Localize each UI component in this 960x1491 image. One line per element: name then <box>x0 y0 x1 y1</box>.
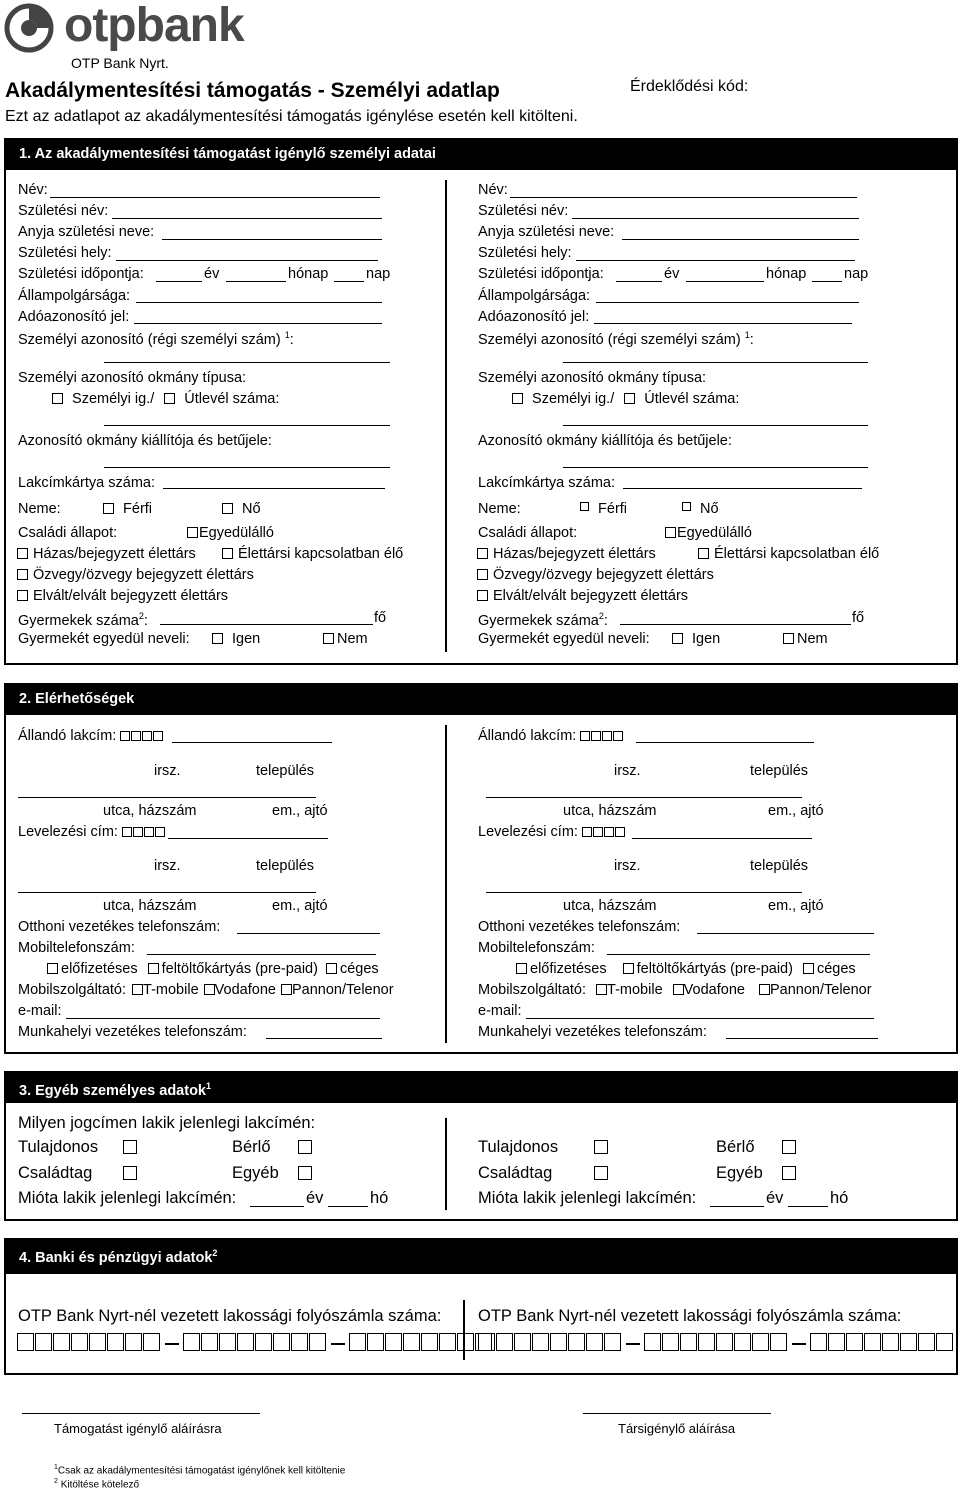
personal-id-label: Személyi azonosító (régi személyi szám) $^1$: <box>18 330 294 348</box>
column-divider <box>445 180 447 652</box>
company-plan-checkbox[interactable] <box>326 963 337 974</box>
section-3-footnote-ref: 1 <box>206 1081 212 1091</box>
issuer-field[interactable] <box>104 467 390 468</box>
year-label: év <box>664 266 680 282</box>
subscription-checkbox[interactable] <box>47 963 58 974</box>
married-checkbox[interactable] <box>477 548 488 559</box>
pannon-checkbox[interactable] <box>281 984 292 995</box>
permanent-address-label: Állandó lakcím: <box>18 727 164 745</box>
footnote-1: $^1$Csak az akadálymentesítési támogatást igénylőnek kell kitöltenie <box>54 1464 346 1477</box>
street-label: utca, házszám <box>103 803 197 819</box>
vodafone-checkbox[interactable] <box>673 984 684 995</box>
section-1-header <box>6 140 956 170</box>
document-number-field[interactable] <box>563 425 868 426</box>
family-label: Családtag <box>478 1164 553 1182</box>
tenure-question: Milyen jogcímen lakik jelenlegi lakcímén: <box>18 1114 316 1132</box>
divorced-checkbox[interactable] <box>17 590 28 601</box>
street-label: utca, házszám <box>563 898 657 914</box>
birth-place-field[interactable] <box>576 260 855 261</box>
female-checkbox[interactable] <box>682 502 691 511</box>
widow-option[interactable]: Özvegy/özvegy bejegyzett élettárs <box>17 566 254 584</box>
tax-id-label: Adóazonosító jel: <box>18 309 130 325</box>
male-checkbox[interactable] <box>103 503 114 514</box>
married-checkbox[interactable] <box>17 548 28 559</box>
mailing-address-label: Levelezési cím: <box>18 823 166 841</box>
city-label: település <box>256 763 315 779</box>
tax-id-label: Adóazonosító jel: <box>478 309 590 325</box>
account-label: OTP Bank Nyrt-nél vezetett lakossági folyószámla száma: <box>18 1307 442 1325</box>
yes-checkbox[interactable] <box>672 633 683 644</box>
since-month-label: hó <box>830 1189 849 1207</box>
mother-name-label: Anyja születési neve: <box>18 224 155 240</box>
owner-checkbox[interactable] <box>123 1140 137 1154</box>
birth-name-field[interactable] <box>112 218 382 219</box>
issuer-label: Azonosító okmány kiállítója és betűjele: <box>478 433 732 449</box>
since-label: Mióta lakik jelenlegi lakcímén: <box>18 1189 237 1207</box>
owner-label: Tulajdonos <box>18 1138 99 1156</box>
address-card-label: Lakcímkártya száma: <box>478 475 615 491</box>
company-name: OTP Bank Nyrt. <box>71 55 169 71</box>
tmobile-checkbox[interactable] <box>596 984 607 995</box>
name-label: Név: <box>478 182 508 198</box>
birth-month-field[interactable] <box>686 281 764 282</box>
female-checkbox[interactable] <box>222 503 233 514</box>
day-label: nap <box>366 266 391 282</box>
mobile-field[interactable] <box>147 954 376 955</box>
interest-code-label: Érdeklődési kód: <box>630 78 749 95</box>
since-month-field[interactable] <box>788 1206 828 1207</box>
name-field[interactable] <box>50 197 380 198</box>
since-year-field[interactable] <box>710 1206 764 1207</box>
single-parent-label: Gyermekét egyedül neveli: <box>478 631 650 647</box>
applicant-signature-line[interactable] <box>22 1413 260 1414</box>
children-label: Gyermekek száma$^2$: <box>18 611 148 629</box>
birth-year-field[interactable] <box>156 281 202 282</box>
address-card-label: Lakcímkártya száma: <box>18 475 155 491</box>
column-divider <box>445 1118 447 1210</box>
mailing-address-field[interactable] <box>168 838 328 839</box>
document-number-field[interactable] <box>104 425 390 426</box>
street-field[interactable] <box>486 892 802 893</box>
footnote-2: $^2$ Kitöltése kötelező <box>54 1478 140 1491</box>
brand-wordmark: otpbank <box>64 0 244 52</box>
section-3-title: 3. Egyéb személyes adatok <box>19 1082 206 1099</box>
marital-label: Családi állapot: <box>478 525 578 541</box>
address-card-field[interactable] <box>163 488 385 489</box>
mobile-label: Mobiltelefonszám: <box>478 940 595 956</box>
zip-label: irsz. <box>154 763 181 779</box>
co-applicant-signature-line[interactable] <box>583 1413 771 1414</box>
tenant-checkbox[interactable] <box>298 1140 312 1154</box>
month-label: hónap <box>766 266 807 282</box>
tenant-label: Bérlő <box>232 1138 271 1156</box>
other-checkbox[interactable] <box>782 1166 796 1180</box>
vodafone-checkbox[interactable] <box>204 984 215 995</box>
work-phone-field[interactable] <box>726 1038 878 1039</box>
issuer-field[interactable] <box>563 467 868 468</box>
zip-label: irsz. <box>154 858 181 874</box>
plan-options: előfizetéses feltöltőkártyás (pre-paid) céges <box>47 960 379 978</box>
floor-label: em., ajtó <box>768 898 824 914</box>
email-field[interactable] <box>526 1018 874 1019</box>
column-divider <box>445 725 447 1043</box>
page-subtitle: Ezt az adatlapot az akadálymentesítési támogatás igénylése esetén kell kitölteni. <box>5 108 578 125</box>
since-label: Mióta lakik jelenlegi lakcímén: <box>478 1189 697 1207</box>
yes-checkbox[interactable] <box>212 633 223 644</box>
female-option[interactable]: Nő <box>222 500 261 518</box>
doc-type-label: Személyi azonosító okmány típusa: <box>478 370 707 386</box>
widow-checkbox[interactable] <box>17 569 28 580</box>
account-number-boxes[interactable] <box>17 1333 493 1353</box>
permanent-address-field[interactable] <box>636 742 814 743</box>
citizenship-label: Állampolgársága: <box>18 288 131 304</box>
provider-options: Mobilszolgáltató: T-mobile Vodafone Pannon/Telenor <box>18 982 394 998</box>
address-card-field[interactable] <box>623 488 862 489</box>
zip-label: irsz. <box>614 858 641 874</box>
tenant-checkbox[interactable] <box>782 1140 796 1154</box>
zip-code-boxes[interactable] <box>120 728 164 744</box>
birth-month-field[interactable] <box>226 281 286 282</box>
mobile-label: Mobiltelefonszám: <box>18 940 135 956</box>
male-option[interactable]: Férfi <box>103 500 152 518</box>
since-year-label: év <box>306 1189 324 1207</box>
no-checkbox[interactable] <box>323 633 334 644</box>
persons-unit: fő <box>852 610 865 626</box>
name-field[interactable] <box>510 197 857 198</box>
other-checkbox[interactable] <box>298 1166 312 1180</box>
plan-options: előfizetéses feltöltőkártyás (pre-paid) céges <box>516 960 856 978</box>
provider-options: Mobilszolgáltató: T-mobile Vodafone Pannon/Telenor <box>478 982 872 998</box>
mailing-address-field[interactable] <box>632 838 812 839</box>
birth-place-label: Születési hely: <box>478 245 572 261</box>
city-label: település <box>256 858 315 874</box>
personal-id-label: Személyi azonosító (régi személyi szám) $^1$: <box>478 330 754 348</box>
section-3-header <box>6 1073 956 1103</box>
divorced-checkbox[interactable] <box>477 590 488 601</box>
company-plan-checkbox[interactable] <box>803 963 814 974</box>
section-4-footnote-ref: 2 <box>212 1248 218 1258</box>
street-label: utca, házszám <box>563 803 657 819</box>
account-number-boxes[interactable] <box>478 1333 954 1353</box>
single-checkbox[interactable] <box>187 527 198 538</box>
marital-label: Családi állapot: <box>18 525 118 541</box>
applicant-signature-label: Támogatást igénylő aláírásra <box>54 1421 222 1436</box>
section-2-title: 2. Elérhetőségek <box>19 691 135 707</box>
id-card-option[interactable]: Személyi ig./ Útlevél száma: <box>52 390 279 408</box>
citizenship-field[interactable] <box>596 302 859 303</box>
since-month-field[interactable] <box>328 1206 368 1207</box>
city-label: település <box>750 763 809 779</box>
work-phone-field[interactable] <box>266 1038 382 1039</box>
street-field[interactable] <box>18 797 316 798</box>
birth-place-label: Születési hely: <box>18 245 112 261</box>
owner-label: Tulajdonos <box>478 1138 559 1156</box>
no-option[interactable]: Nem <box>323 630 368 648</box>
family-label: Családtag <box>18 1164 93 1182</box>
birth-date-label: Születési időpontja: <box>18 266 144 282</box>
partner-checkbox[interactable] <box>698 548 709 559</box>
birth-name-field[interactable] <box>572 218 859 219</box>
yes-option[interactable]: Igen <box>672 630 720 648</box>
city-label: település <box>750 858 809 874</box>
male-checkbox[interactable] <box>580 502 589 511</box>
permanent-address-field[interactable] <box>172 742 332 743</box>
citizenship-field[interactable] <box>136 302 382 303</box>
citizenship-label: Állampolgársága: <box>478 288 591 304</box>
zip-code-boxes[interactable] <box>582 824 626 840</box>
work-phone-label: Munkahelyi vezetékes telefonszám: <box>18 1024 247 1040</box>
tmobile-checkbox[interactable] <box>132 984 143 995</box>
home-phone-field[interactable] <box>697 933 874 934</box>
permanent-address-label: Állandó lakcím: <box>478 727 624 745</box>
mailing-address-label: Levelezési cím: <box>478 823 626 841</box>
section-1-title: 1. Az akadálymentesítési támogatást igénylő személyi adatai <box>19 146 436 162</box>
yes-option[interactable]: Igen <box>212 630 260 648</box>
passport-checkbox[interactable] <box>624 393 635 404</box>
divorced-option[interactable]: Elvált/elvált bejegyzett élettárs <box>17 587 228 605</box>
month-label: hónap <box>288 266 329 282</box>
single-parent-label: Gyermekét egyedül neveli: <box>18 631 190 647</box>
section-4-title: 4. Banki és pénzügyi adatok <box>19 1249 213 1266</box>
home-phone-field[interactable] <box>237 933 380 934</box>
pannon-checkbox[interactable] <box>759 984 770 995</box>
doc-type-label: Személyi azonosító okmány típusa: <box>18 370 247 386</box>
prepaid-checkbox[interactable] <box>623 963 634 974</box>
page-title: Akadálymentesítési támogatás - Személyi adatlap <box>5 79 500 102</box>
prepaid-checkbox[interactable] <box>148 963 159 974</box>
id-card-checkbox[interactable] <box>512 393 523 404</box>
section-2-header <box>6 685 956 715</box>
since-month-label: hó <box>370 1189 389 1207</box>
home-phone-label: Otthoni vezetékes telefonszám: <box>478 919 681 935</box>
zip-code-boxes[interactable] <box>580 728 624 744</box>
male-option[interactable]: Férfi <box>580 500 627 518</box>
zip-code-boxes[interactable] <box>122 824 166 840</box>
children-field[interactable] <box>160 624 373 625</box>
widow-checkbox[interactable] <box>477 569 488 580</box>
email-field[interactable] <box>66 1018 380 1019</box>
single-option[interactable]: Egyedülálló <box>665 524 752 542</box>
personal-id-field[interactable] <box>104 362 390 363</box>
name-label: Név: <box>18 182 48 198</box>
passport-checkbox[interactable] <box>164 393 175 404</box>
divorced-option[interactable]: Elvált/elvált bejegyzett élettárs <box>477 587 688 605</box>
birth-name-label: Születési név: <box>18 203 109 219</box>
mobile-field[interactable] <box>607 954 870 955</box>
id-card-option[interactable]: Személyi ig./ Útlevél száma: <box>512 390 739 408</box>
birth-year-field[interactable] <box>616 281 662 282</box>
female-option[interactable]: Nő <box>682 500 719 518</box>
children-field[interactable] <box>620 624 851 625</box>
tax-id-field[interactable] <box>134 323 382 324</box>
no-checkbox[interactable] <box>783 633 794 644</box>
single-checkbox[interactable] <box>665 527 676 538</box>
children-label: Gyermekek száma$^2$: <box>478 611 608 629</box>
birth-name-label: Születési név: <box>478 203 569 219</box>
street-label: utca, házszám <box>103 898 197 914</box>
day-label: nap <box>844 266 869 282</box>
email-label: e-mail: <box>478 1003 522 1019</box>
since-year-label: év <box>766 1189 784 1207</box>
family-checkbox[interactable] <box>594 1166 608 1180</box>
otp-logo-icon <box>4 3 54 53</box>
issuer-label: Azonosító okmány kiállítója és betűjele: <box>18 433 272 449</box>
floor-label: em., ajtó <box>272 898 328 914</box>
gender-label: Neme: <box>478 501 521 517</box>
partner-checkbox[interactable] <box>222 548 233 559</box>
persons-unit: fő <box>374 610 387 626</box>
floor-label: em., ajtó <box>272 803 328 819</box>
single-option[interactable]: Egyedülálló <box>187 524 274 542</box>
mother-name-field[interactable] <box>162 239 382 240</box>
co-applicant-signature-label: Társigénylő aláírása <box>618 1421 736 1436</box>
account-label: OTP Bank Nyrt-nél vezetett lakossági folyószámla száma: <box>478 1307 902 1325</box>
other-label: Egyéb <box>716 1164 763 1182</box>
since-year-field[interactable] <box>250 1206 304 1207</box>
home-phone-label: Otthoni vezetékes telefonszám: <box>18 919 221 935</box>
email-label: e-mail: <box>18 1003 62 1019</box>
partner-option[interactable]: Élettársi kapcsolatban élő <box>698 545 879 563</box>
birth-place-field[interactable] <box>116 260 378 261</box>
floor-label: em., ajtó <box>768 803 824 819</box>
work-phone-label: Munkahelyi vezetékes telefonszám: <box>478 1024 707 1040</box>
other-label: Egyéb <box>232 1164 279 1182</box>
partner-option[interactable]: Élettársi kapcsolatban élő <box>222 545 403 563</box>
tax-id-field[interactable] <box>594 323 852 324</box>
married-option[interactable]: Házas/bejegyzett élettárs <box>17 545 196 563</box>
id-card-checkbox[interactable] <box>52 393 63 404</box>
mother-name-label: Anyja születési neve: <box>478 224 615 240</box>
gender-label: Neme: <box>18 501 61 517</box>
zip-label: irsz. <box>614 763 641 779</box>
year-label: év <box>204 266 220 282</box>
owner-checkbox[interactable] <box>594 1140 608 1154</box>
no-option[interactable]: Nem <box>783 630 828 648</box>
section-4-header <box>6 1240 956 1274</box>
mother-name-field[interactable] <box>622 239 859 240</box>
birth-day-field[interactable] <box>334 281 364 282</box>
family-checkbox[interactable] <box>123 1166 137 1180</box>
personal-id-field[interactable] <box>563 362 868 363</box>
married-option[interactable]: Házas/bejegyzett élettárs <box>477 545 656 563</box>
tenant-label: Bérlő <box>716 1138 755 1156</box>
birth-day-field[interactable] <box>812 281 842 282</box>
street-field[interactable] <box>18 892 316 893</box>
subscription-checkbox[interactable] <box>516 963 527 974</box>
widow-option[interactable]: Özvegy/özvegy bejegyzett élettárs <box>477 566 714 584</box>
birth-date-label: Születési időpontja: <box>478 266 604 282</box>
street-field[interactable] <box>486 797 802 798</box>
